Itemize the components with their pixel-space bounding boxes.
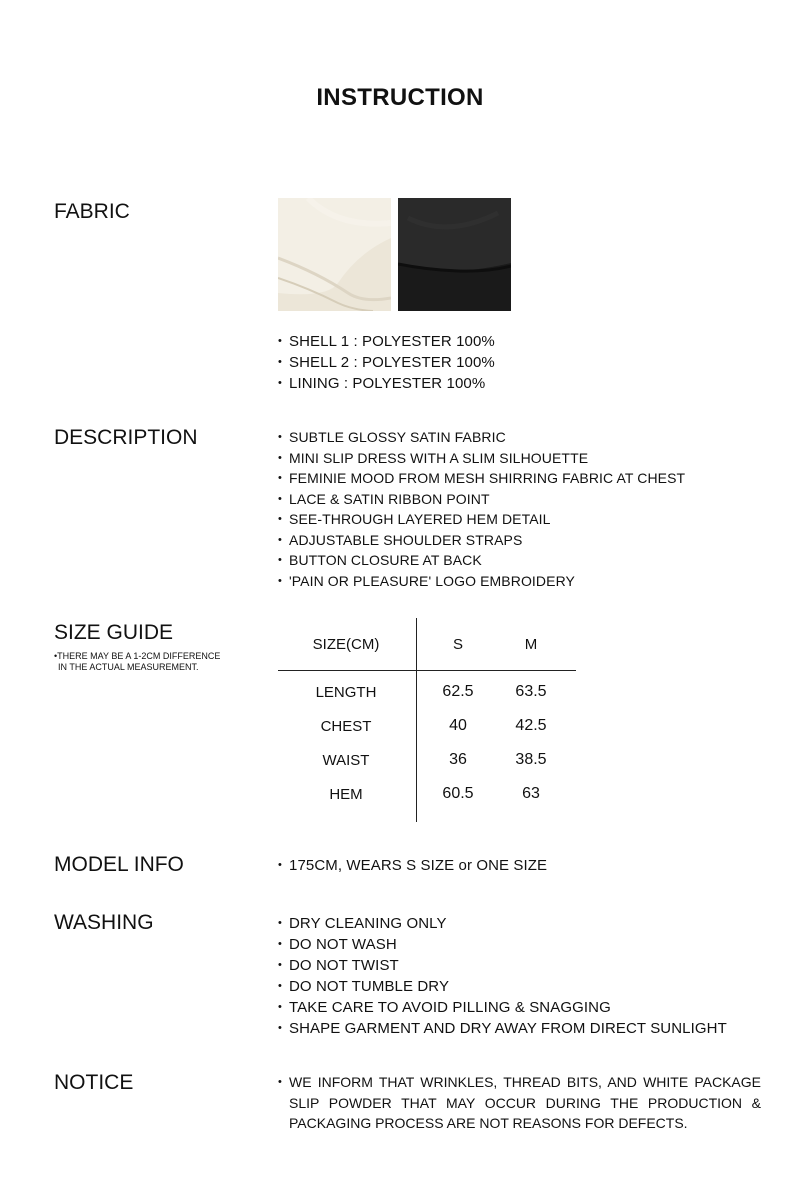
list-item: • ADJUSTABLE SHOULDER STRAPS — [278, 530, 685, 551]
list-item: • DO NOT TUMBLE DRY — [278, 976, 727, 997]
table-cell-s: 62.5 — [442, 683, 474, 700]
list-item: • SHELL 1 : POLYESTER 100% — [278, 331, 495, 352]
table-cell-m: 63 — [522, 785, 540, 802]
fabric-label: FABRIC — [54, 200, 130, 223]
list-item: • DO NOT WASH — [278, 934, 727, 955]
list-item: • LINING : POLYESTER 100% — [278, 373, 495, 394]
list-item: • 175CM, WEARS S SIZE or ONE SIZE — [278, 855, 547, 876]
list-item: • LACE & SATIN RIBBON POINT — [278, 489, 685, 510]
table-header-size: SIZE(CM) — [312, 636, 380, 653]
model-info-list — [278, 855, 547, 876]
list-item: • DRY CLEANING ONLY — [278, 913, 727, 934]
fabric-swatch-ivory — [278, 198, 391, 311]
fabric-composition-list — [278, 331, 495, 394]
list-item: • BUTTON CLOSURE AT BACK — [278, 550, 685, 571]
list-item: • SUBTLE GLOSSY SATIN FABRIC — [278, 427, 685, 448]
notice-text: • WE INFORM THAT WRINKLES, THREAD BITS, AND WHITE PACKAGE SLIP POWDER THAT MAY OCCUR DURING THE PRODUCTION & PACKAGING PROCESS ARE NOT REASONS FOR DEFECTS. — [278, 1072, 761, 1134]
table-header-m: M — [524, 636, 538, 653]
notice-label: NOTICE — [54, 1071, 134, 1094]
size-table — [278, 618, 578, 822]
table-cell-m: 63.5 — [515, 683, 547, 700]
table-cell-m: 42.5 — [515, 717, 547, 734]
fabric-swatch-black — [398, 198, 511, 311]
table-row-label: HEM — [329, 786, 363, 803]
washing-label: WASHING — [54, 911, 154, 934]
page-title: INSTRUCTION — [316, 84, 484, 111]
list-item: • 'PAIN OR PLEASURE' LOGO EMBROIDERY — [278, 571, 685, 592]
list-item: • MINI SLIP DRESS WITH A SLIM SILHOUETTE — [278, 448, 685, 469]
size-note-line: •THERE MAY BE A 1-2CM DIFFERENCE — [54, 651, 221, 661]
size-guide-label: SIZE GUIDE — [54, 621, 174, 644]
table-row-label: CHEST — [320, 718, 372, 735]
table-header-s: S — [452, 636, 464, 653]
table-cell-m: 38.5 — [515, 751, 547, 768]
size-guide-note — [54, 651, 220, 673]
table-divider-vertical — [416, 618, 417, 822]
description-list — [278, 427, 685, 591]
washing-list — [278, 913, 727, 1039]
list-item: • TAKE CARE TO AVOID PILLING & SNAGGING — [278, 997, 727, 1018]
list-item: • SEE-THROUGH LAYERED HEM DETAIL — [278, 509, 685, 530]
list-item: • FEMINIE MOOD FROM MESH SHIRRING FABRIC AT CHEST — [278, 468, 685, 489]
list-item: • SHELL 2 : POLYESTER 100% — [278, 352, 495, 373]
size-note-line: IN THE ACTUAL MEASUREMENT. — [58, 662, 199, 672]
table-row-label: LENGTH — [315, 684, 377, 701]
table-cell-s: 36 — [449, 751, 467, 768]
model-info-label: MODEL INFO — [54, 853, 184, 876]
table-divider-horizontal — [278, 670, 576, 671]
list-item: • SHAPE GARMENT AND DRY AWAY FROM DIRECT SUNLIGHT — [278, 1018, 727, 1039]
table-cell-s: 40 — [449, 717, 467, 734]
table-row-label: WAIST — [322, 752, 370, 769]
description-label: DESCRIPTION — [54, 426, 198, 449]
list-item: • DO NOT TWIST — [278, 955, 727, 976]
table-cell-s: 60.5 — [442, 785, 474, 802]
